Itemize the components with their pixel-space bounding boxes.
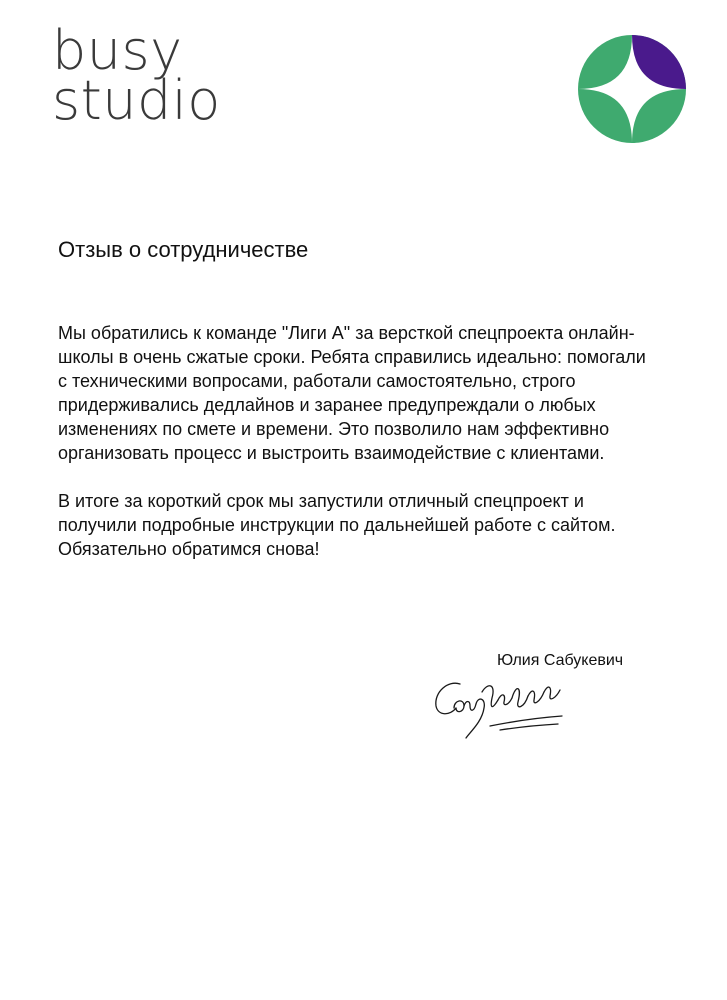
brand-logo-line-1: busy	[52, 19, 183, 82]
body-paragraph-1: Мы обратились к команде "Лиги А" за версткой спецпроекта онлайн-школы в очень сжатые сроки. Ребята справились идеально: помогали с техническими вопросами, работали самостоятельно, строго придерживались дедлайнов и заранее предупреждали о любых изменениях по смете и времени. Это позволило нам эффективно организовать процесс и выстроить взаимодействие с клиентами.	[58, 323, 646, 463]
brand-logo	[52, 19, 221, 132]
brand-emblem-icon	[578, 35, 686, 143]
body-paragraph-2: В итоге за короткий срок мы запустили отличный спецпроект и получили подробные инструкции по дальнейшей работе с сайтом. Обязательно обратимся снова!	[58, 491, 616, 559]
handwritten-signature	[430, 670, 570, 745]
document-body	[58, 321, 658, 585]
document-title: Отзыв о сотрудничестве	[58, 237, 309, 262]
signer-name: Юлия Сабукевич	[497, 652, 624, 669]
brand-logo-line-2: studio	[52, 69, 221, 132]
